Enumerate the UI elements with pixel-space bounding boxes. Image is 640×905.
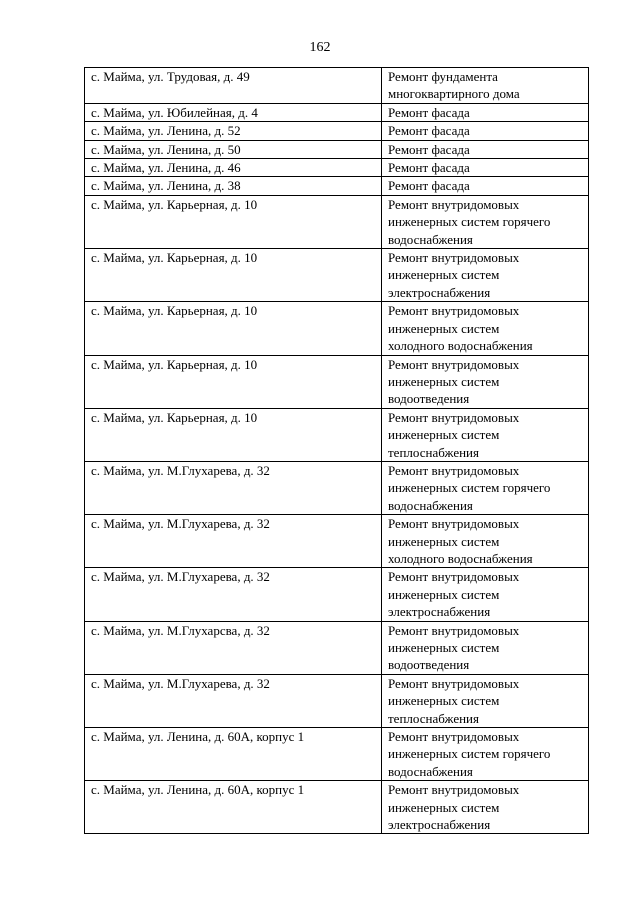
table-row — [85, 122, 589, 140]
table-row — [85, 621, 589, 674]
table-row — [85, 728, 589, 781]
address-cell: с. Майма, ул. Ленина, д. 38 — [85, 177, 382, 195]
work-type-cell: Ремонт внутридомовых инженерных систем горячего водоснабжения — [382, 195, 589, 248]
table-row — [85, 355, 589, 408]
table-row — [85, 568, 589, 621]
table-row — [85, 515, 589, 568]
table-row — [85, 781, 589, 834]
table-row — [85, 195, 589, 248]
table-row — [85, 302, 589, 355]
address-cell: с. Майма, ул. Карьерная, д. 10 — [85, 195, 382, 248]
work-type-cell: Ремонт внутридомовых инженерных систем теплоснабжения — [382, 674, 589, 727]
address-cell: с. Майма, ул. Ленина, д. 60А, корпус 1 — [85, 781, 382, 834]
work-type-cell: Ремонт внутридомовых инженерных систем теплоснабжения — [382, 408, 589, 461]
address-cell: с. Майма, ул. М.Глухарева, д. 32 — [85, 515, 382, 568]
work-type-cell: Ремонт внутридомовых инженерных систем холодного водоснабжения — [382, 302, 589, 355]
table-row — [85, 68, 589, 104]
table-row — [85, 461, 589, 514]
work-type-cell: Ремонт внутридомовых инженерных систем водоотведения — [382, 355, 589, 408]
work-type-cell: Ремонт фасада — [382, 103, 589, 121]
address-cell: с. Майма, ул. М.Глухарсва, д. 32 — [85, 621, 382, 674]
address-cell: с. Майма, ул. Карьерная, д. 10 — [85, 249, 382, 302]
address-cell: с. Майма, ул. Юбилейная, д. 4 — [85, 103, 382, 121]
work-type-cell: Ремонт внутридомовых инженерных систем горячего водоснабжения — [382, 461, 589, 514]
address-cell: с. Майма, ул. Трудовая, д. 49 — [85, 68, 382, 104]
table-row — [85, 103, 589, 121]
address-cell: с. Майма, ул. Ленина, д. 52 — [85, 122, 382, 140]
work-type-cell: Ремонт фасада — [382, 177, 589, 195]
address-cell: с. Майма, ул. М.Глухарева, д. 32 — [85, 674, 382, 727]
work-type-cell: Ремонт фасада — [382, 140, 589, 158]
work-type-cell: Ремонт фасада — [382, 122, 589, 140]
work-type-cell: Ремонт фундамента многоквартирного дома — [382, 68, 589, 104]
table-row — [85, 140, 589, 158]
work-type-cell: Ремонт внутридомовых инженерных систем водоотведения — [382, 621, 589, 674]
address-cell: с. Майма, ул. Ленина, д. 46 — [85, 159, 382, 177]
table-row — [85, 408, 589, 461]
work-type-cell: Ремонт внутридомовых инженерных систем горячего водоснабжения — [382, 728, 589, 781]
table-row — [85, 674, 589, 727]
table-row — [85, 177, 589, 195]
work-type-cell: Ремонт внутридомовых инженерных систем электроснабжения — [382, 781, 589, 834]
works-table-body — [85, 68, 589, 834]
address-cell: с. Майма, ул. Карьерная, д. 10 — [85, 408, 382, 461]
page-number: 162 — [309, 40, 331, 55]
address-cell: с. Майма, ул. М.Глухарева, д. 32 — [85, 568, 382, 621]
address-cell: с. Майма, ул. Карьерная, д. 10 — [85, 302, 382, 355]
address-cell: с. Майма, ул. Ленина, д. 50 — [85, 140, 382, 158]
work-type-cell: Ремонт внутридомовых инженерных систем электроснабжения — [382, 249, 589, 302]
work-type-cell: Ремонт фасада — [382, 159, 589, 177]
works-table — [84, 67, 589, 834]
address-cell: с. Майма, ул. М.Глухарева, д. 32 — [85, 461, 382, 514]
address-cell: с. Майма, ул. Карьерная, д. 10 — [85, 355, 382, 408]
work-type-cell: Ремонт внутридомовых инженерных систем холодного водоснабжения — [382, 515, 589, 568]
table-row — [85, 249, 589, 302]
work-type-cell: Ремонт внутридомовых инженерных систем электроснабжения — [382, 568, 589, 621]
address-cell: с. Майма, ул. Ленина, д. 60А, корпус 1 — [85, 728, 382, 781]
table-row — [85, 159, 589, 177]
